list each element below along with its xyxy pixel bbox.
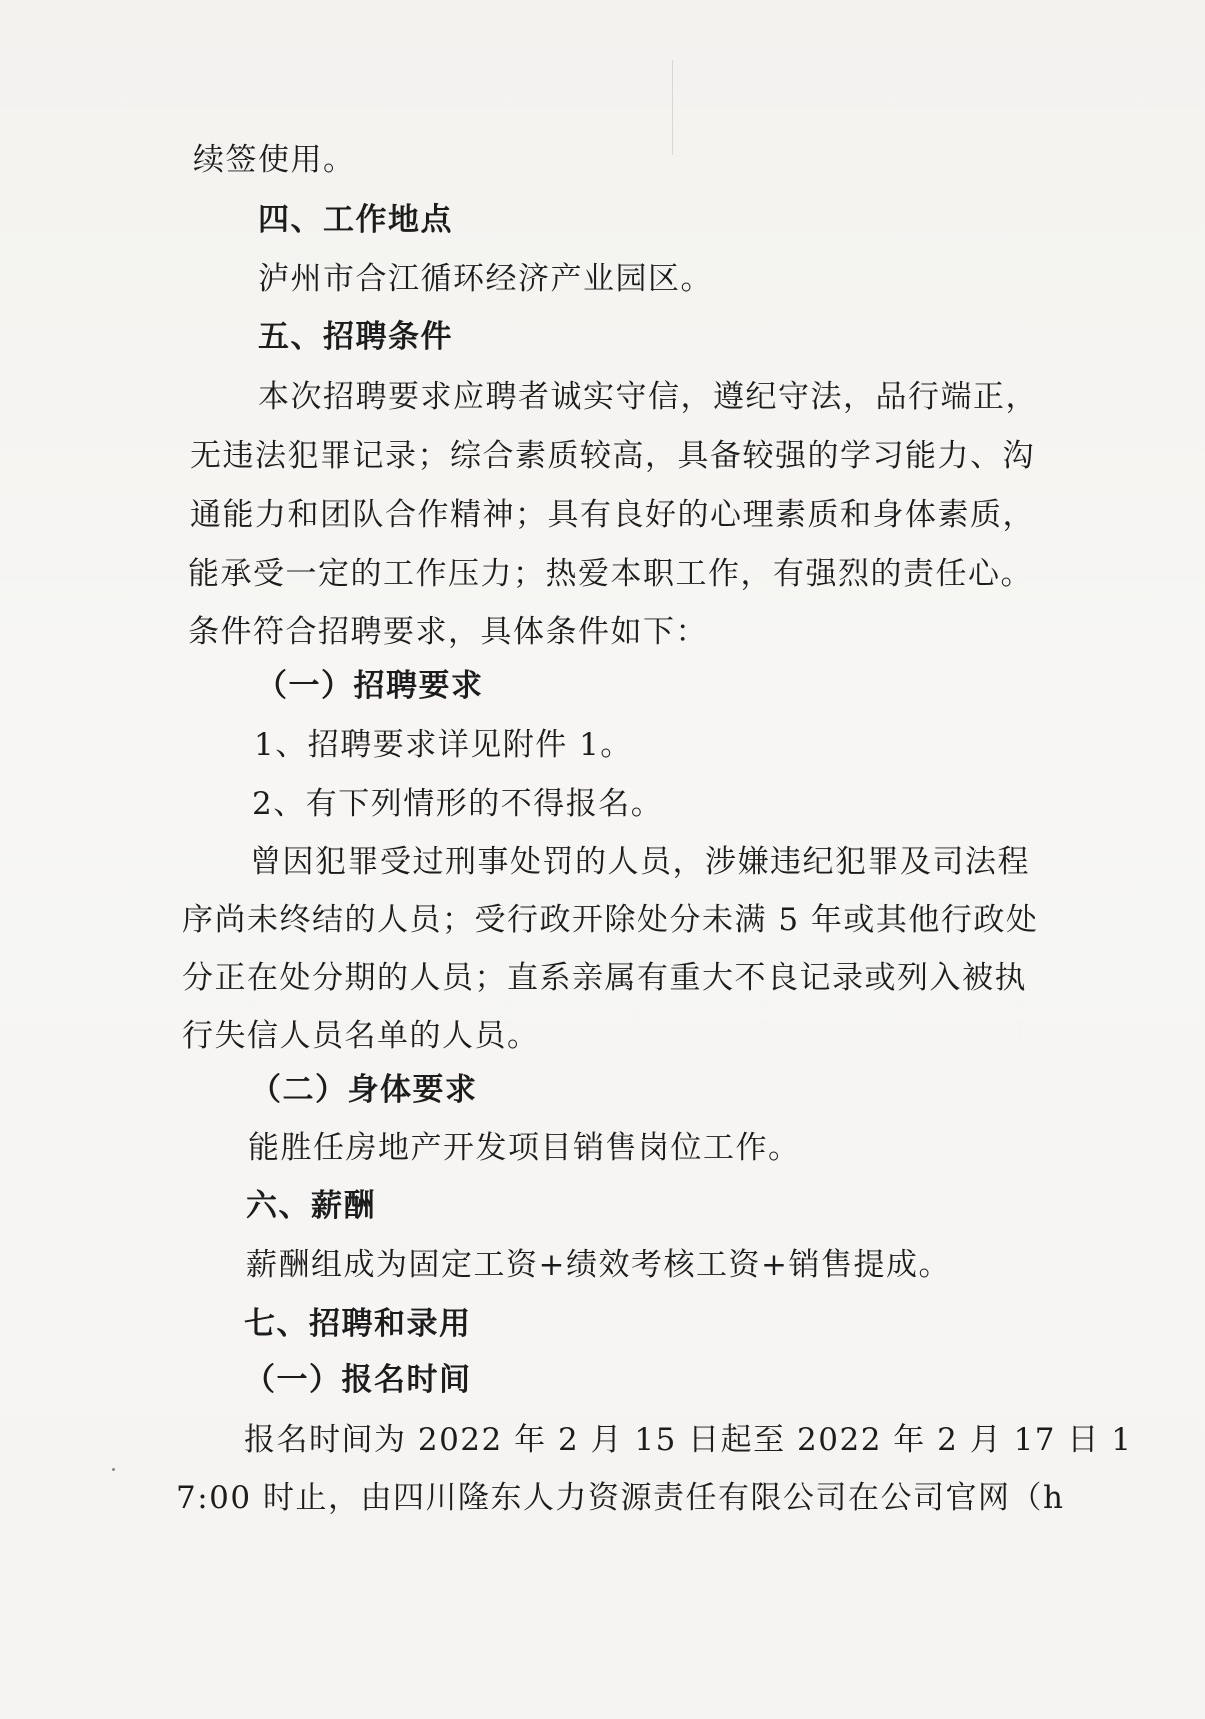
section-heading-work-location: 四、工作地点 [258,202,453,238]
section-heading-recruitment-conditions: 五、招聘条件 [258,319,453,355]
scan-dot [112,1468,115,1471]
text-line: 1、招聘要求详见附件 1。 [254,727,633,763]
text-line: 薪酬组成为固定工资+绩效考核工资+销售提成。 [246,1247,951,1283]
text-line: 条件符合招聘要求，具体条件如下： [188,614,708,650]
text-line: 泸州市合江循环经济产业园区。 [258,261,713,297]
text-line: 本次招聘要求应聘者诚实守信，遵纪守法，品行端正， [258,379,1038,415]
subheading-registration-time: （一）报名时间 [244,1362,472,1398]
text-line: 能承受一定的工作压力；热爱本职工作，有强烈的责任心。 [188,556,1033,592]
text-line: 2、有下列情形的不得报名。 [252,786,664,822]
text-line: 能胜任房地产开发项目销售岗位工作。 [248,1130,801,1166]
subheading-physical-requirements: （二）身体要求 [250,1072,478,1108]
scan-artifact [672,60,673,155]
subheading-recruitment-requirements: （一）招聘要求 [256,668,484,704]
text-line: 7:00 时止，由四川隆东人力资源责任有限公司在公司官网（h [176,1480,1065,1516]
text-line: 续签使用。 [193,142,356,178]
section-heading-recruitment-employment: 七、招聘和录用 [244,1306,472,1342]
text-line: 行失信人员名单的人员。 [182,1018,540,1054]
section-heading-salary: 六、薪酬 [246,1188,376,1224]
text-line: 通能力和团队合作精神；具有良好的心理素质和身体素质， [190,497,1035,533]
text-line: 分正在处分期的人员；直系亲属有重大不良记录或列入被执 [182,960,1027,996]
text-line: 序尚未终结的人员；受行政开除处分未满 5 年或其他行政处 [182,902,1039,938]
text-line: 无违法犯罪记录；综合素质较高，具备较强的学习能力、沟 [190,438,1035,474]
text-line: 报名时间为 2022 年 2 月 15 日起至 2022 年 2 月 17 日 1 [244,1422,1133,1458]
text-line: 曾因犯罪受过刑事处罚的人员，涉嫌违纪犯罪及司法程 [250,844,1030,880]
